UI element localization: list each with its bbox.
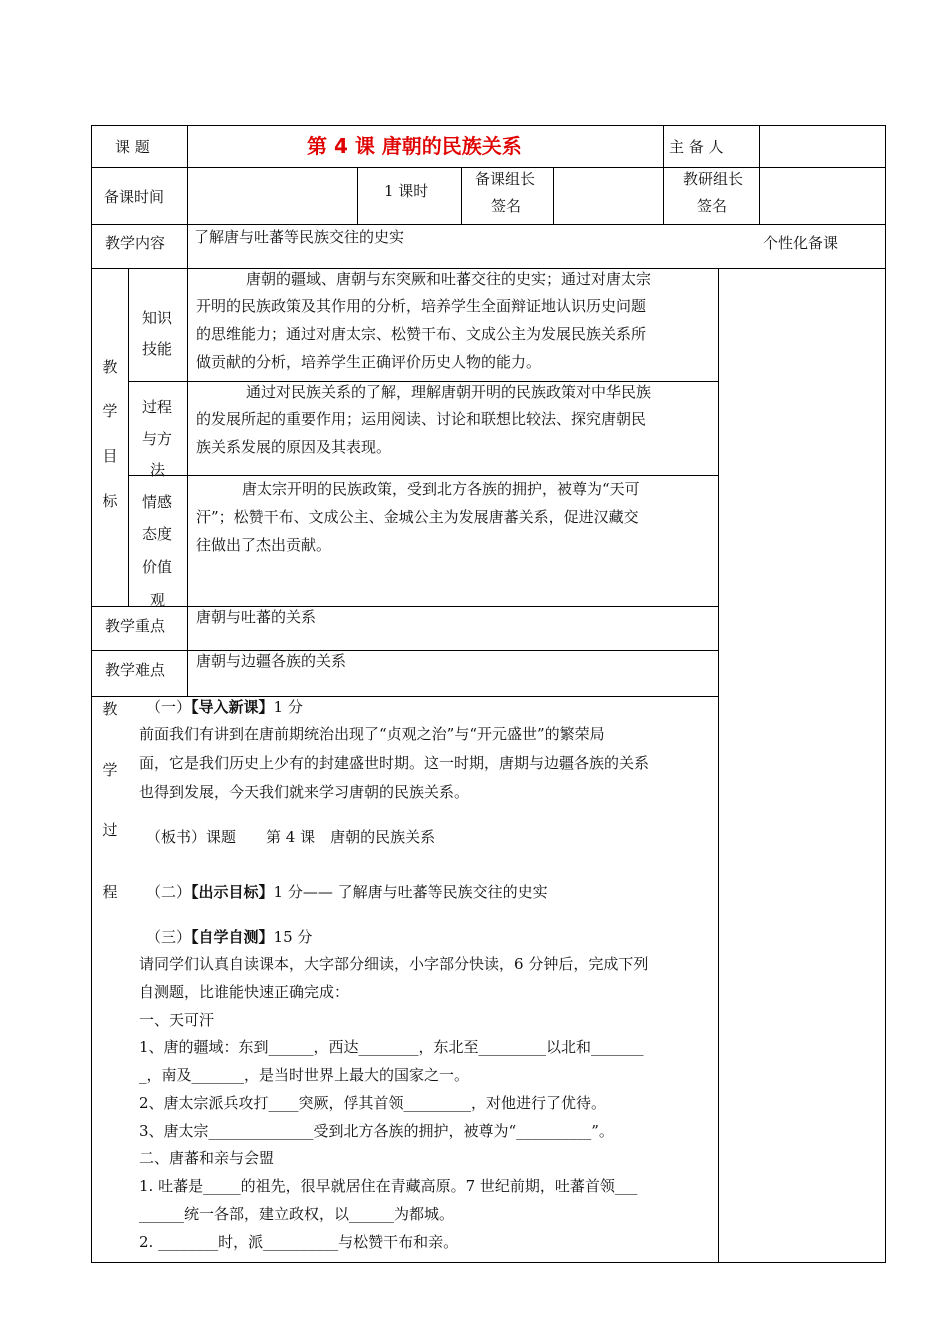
emotion-label-3: 价值	[142, 558, 173, 576]
question-1: 1、唐的疆域：东到______，西达________，东北至_________以北和_______	[139, 1038, 644, 1056]
process-label-1: 过程	[142, 398, 173, 416]
process-section-label-3: 过	[102, 821, 118, 839]
step-1-heading: （一）【导入新课】1 分	[146, 698, 303, 716]
task-line-1: 请同学们认真自读课本，大字部分细读，小字部分快读，6 分钟后，完成下列	[139, 955, 649, 973]
knowledge-label-1: 知识	[142, 309, 173, 327]
board-note: （板书）课题 第 4 课 唐朝的民族关系	[146, 828, 436, 846]
preparer-label: 主 备 人	[669, 138, 724, 156]
knowledge-line-1: 唐朝的疆域、唐朝与东突厥和吐蕃交往的史实；通过对唐太宗	[246, 270, 652, 288]
knowledge-line-4: 做贡献的分析，培养学生正确评价历史人物的能力。	[196, 353, 542, 371]
process-line-1: 通过对民族关系的了解，理解唐朝开明的民族政策对中华民族	[246, 383, 652, 401]
intro-line-3: 也得到发展，今天我们就来学习唐朝的民族关系。	[139, 783, 470, 801]
objectives-label-1: 教	[102, 358, 118, 376]
knowledge-line-3: 的思维能力；通过对唐太宗、松赞干布、文成公主为发展民族关系所	[196, 325, 647, 343]
group-leader-sign-label-2: 签名	[491, 197, 522, 215]
content-label: 教学内容	[105, 234, 166, 252]
period-value: 1 课时	[384, 182, 429, 200]
objectives-label-3: 目	[102, 447, 118, 465]
page-title: 第 4 课 唐朝的民族关系	[307, 134, 522, 158]
question-5: 2. ________时，派__________与松赞干布和亲。	[139, 1233, 459, 1251]
key-point-value: 唐朝与吐蕃的关系	[196, 608, 317, 626]
content-value: 了解唐与吐蕃等民族交往的史实	[194, 228, 405, 246]
process-label-3: 法	[150, 461, 166, 479]
knowledge-line-2: 开明的民族政策及其作用的分析，培养学生全面辩证地认识历史问题	[196, 297, 647, 315]
emotion-label-1: 情感	[142, 493, 173, 511]
research-leader-sign-label-2: 签名	[697, 197, 728, 215]
process-section-label-4: 程	[102, 883, 118, 901]
section-heading-1: 一、天可汗	[139, 1011, 215, 1029]
objectives-label-4: 标	[102, 492, 118, 510]
process-section-label-1: 教	[102, 700, 118, 718]
intro-line-2: 面，它是我们历史上少有的封建盛世时期。这一时期，唐期与边疆各族的关系	[139, 754, 650, 772]
personal-prep-label: 个性化备课	[763, 234, 839, 252]
key-point-label: 教学重点	[105, 617, 166, 635]
difficulty-value: 唐朝与边疆各族的关系	[196, 652, 347, 670]
prep-time-label: 备课时间	[104, 188, 165, 206]
emotion-line-3: 往做出了杰出贡献。	[196, 536, 332, 554]
emotion-line-2: 汗”；松赞干布、文成公主、金城公主为发展唐蕃关系，促进汉藏交	[196, 508, 639, 526]
intro-line-1: 前面我们有讲到在唐前期统治出现了“贞观之治”与“开元盛世”的繁荣局	[139, 725, 605, 743]
task-line-2: 自测题，比谁能快速正确完成：	[139, 983, 350, 1001]
step-3-heading: （三）【自学自测】15 分	[146, 928, 313, 946]
knowledge-label-2: 技能	[142, 340, 173, 358]
process-line-2: 的发展所起的重要作用；运用阅读、讨论和联想比较法、探究唐朝民	[196, 410, 647, 428]
step-2-heading: （二）【出示目标】1 分—— 了解唐与吐蕃等民族交往的史实	[146, 883, 548, 901]
topic-label: 课 题	[115, 138, 150, 156]
emotion-label-4: 观	[150, 591, 166, 609]
question-2: 2、唐太宗派兵攻打____突厥，俘其首领_________，对他进行了优待。	[139, 1094, 607, 1112]
question-4-cont: ______统一各部，建立政权，以______为都城。	[139, 1205, 455, 1223]
process-section-label-2: 学	[102, 761, 118, 779]
process-line-3: 族关系发展的原因及其表现。	[196, 438, 392, 456]
question-3: 3、唐太宗______________受到北方各族的拥护，被尊为“__________”。	[139, 1122, 614, 1140]
research-leader-sign-label: 教研组长	[683, 170, 744, 188]
section-heading-2: 二、唐蕃和亲与会盟	[139, 1149, 275, 1167]
question-1-cont: _，南及_______，是当时世界上最大的国家之一。	[139, 1066, 470, 1084]
emotion-line-1: 唐太宗开明的民族政策，受到北方各族的拥护，被尊为“天可	[242, 480, 640, 498]
question-4: 1. 吐蕃是_____的祖先，很早就居住在青藏高原。7 世纪前期，吐蕃首领___	[139, 1177, 638, 1195]
difficulty-label: 教学难点	[105, 661, 166, 679]
emotion-label-2: 态度	[142, 525, 173, 543]
process-label-2: 与方	[142, 430, 173, 448]
objectives-label-2: 学	[102, 402, 118, 420]
group-leader-sign-label: 备课组长	[475, 170, 536, 188]
